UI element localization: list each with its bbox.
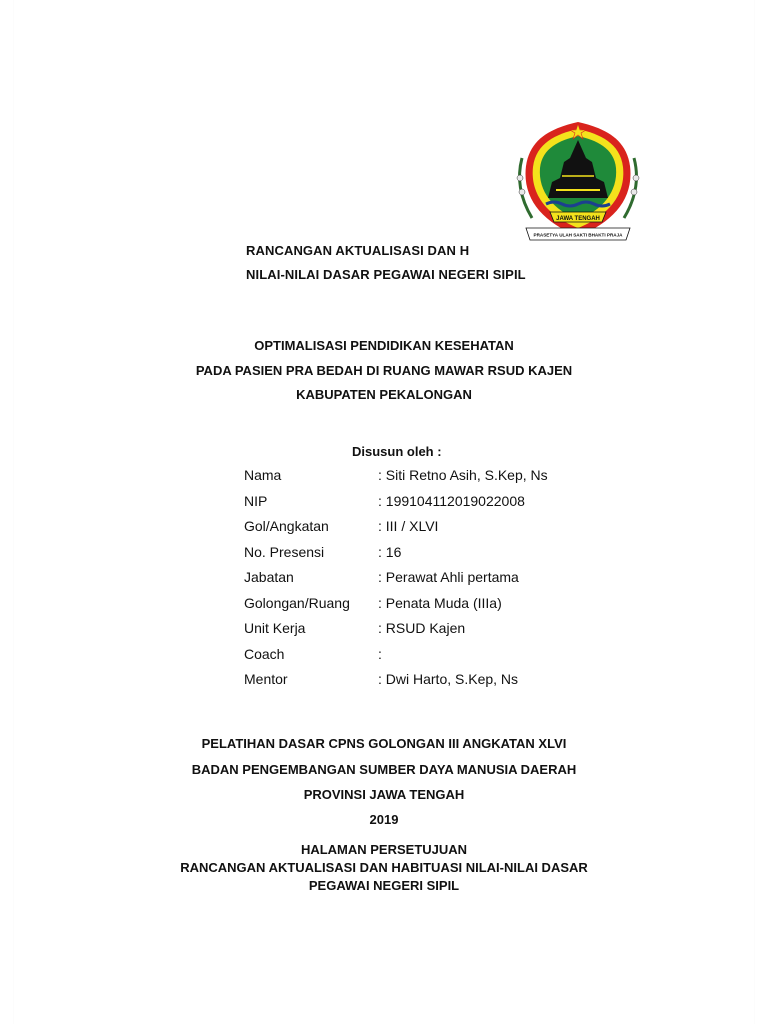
identity-label: Mentor: [244, 671, 288, 687]
identity-value: : Dwi Harto, S.Kep, Ns: [378, 671, 519, 687]
identity-label: Unit Kerja: [244, 620, 306, 636]
footer-line1: PELATIHAN DASAR CPNS GOLONGAN III ANGKATAN XLVI: [201, 736, 567, 751]
identity-value: : RSUD Kajen: [378, 620, 466, 636]
identity-value: : 16: [378, 543, 402, 560]
subject-line3: KABUPATEN PEKALONGAN: [296, 387, 472, 402]
subject-line2: PADA PASIEN PRA BEDAH DI RUANG MAWAR RSUD KAJEN: [195, 363, 573, 378]
footer-year: 2019: [369, 812, 399, 827]
identity-value: : Penata Muda (IIIa): [378, 594, 502, 611]
approval-line1: RANCANGAN AKTUALISASI DAN HABITUASI NILAI-NILAI DASAR: [180, 860, 588, 875]
approval-line2: PEGAWAI NEGERI SIPIL: [308, 878, 460, 893]
identity-value: :: [378, 645, 382, 662]
identity-label: NIP: [244, 492, 268, 509]
identity-label: Coach: [244, 645, 285, 662]
identity-label: No. Presensi: [244, 543, 325, 560]
prepared-by-heading: Disusun oleh :: [352, 444, 442, 459]
identity-label: Golongan/Ruang: [244, 594, 350, 611]
footer-line2: BADAN PENGEMBANGAN SUMBER DAYA MANUSIA DAERAH: [191, 762, 577, 777]
jawa-tengah-emblem-logo: [512, 118, 644, 248]
approval-title: HALAMAN PERSETUJUAN: [300, 842, 468, 857]
logo-text-top: JAWA TENGAH: [556, 216, 600, 222]
identity-label: Gol/Angkatan: [244, 518, 329, 534]
identity-label: Nama: [244, 467, 282, 483]
identity-value: : III / XLVI: [378, 518, 439, 534]
logo-text-bottom: PRASETYA ULAH SAKTI BHAKTI PRAJA: [533, 232, 623, 238]
identity-value: : 199104112019022008: [378, 492, 525, 509]
subject-line1: OPTIMALISASI PENDIDIKAN KESEHATAN: [254, 338, 514, 353]
footer-line3: PROVINSI JAWA TENGAH: [303, 787, 465, 802]
identity-label: Jabatan: [244, 569, 294, 585]
identity-value: : Perawat Ahli pertama: [378, 569, 519, 585]
identity-value: : Siti Retno Asih, S.Kep, Ns: [378, 467, 548, 483]
document-page: JAWA TENGAH PRASETYA ULAH SAKTI BHAKTI PRAJA RANCANGAN AKTUALISASI DAN H NILAI-NILAI DASAR PEGAWAI NEGERI SIPIL OPTIMALISASI PENDIDIKAN KESEHATAN PADA PASIEN PRA BEDAH DI RUANG MAWAR RSUD KAJEN KABUPATEN PEKALONGAN Disusun oleh : Nama : Siti Retno Asih, S.Kep, Ns NIP : 199104112019022008 Gol/Angkatan : III / XLVI No. Presensi : 16 Jabatan : Perawat Ahli pertama Golongan/Ruang : Penata Muda (IIIa) Unit Kerja : RSUD Kajen Coach : Mentor : Dwi Harto, S.Kep, Ns PELATIHAN DASAR CPNS GOLONGAN III ANGKATAN XLVI BADAN PENGEMBANGAN SUMBER DAYA MANUSIA DAERAH PROVINSI JAWA TENGAH 2019 HALAMAN PERSETUJUAN RANCANGAN AKTUALISASI DAN HABITUASI NILAI-NILAI DASAR PEGAWAI NEGERI SIPIL: [14, 0, 754, 1024]
